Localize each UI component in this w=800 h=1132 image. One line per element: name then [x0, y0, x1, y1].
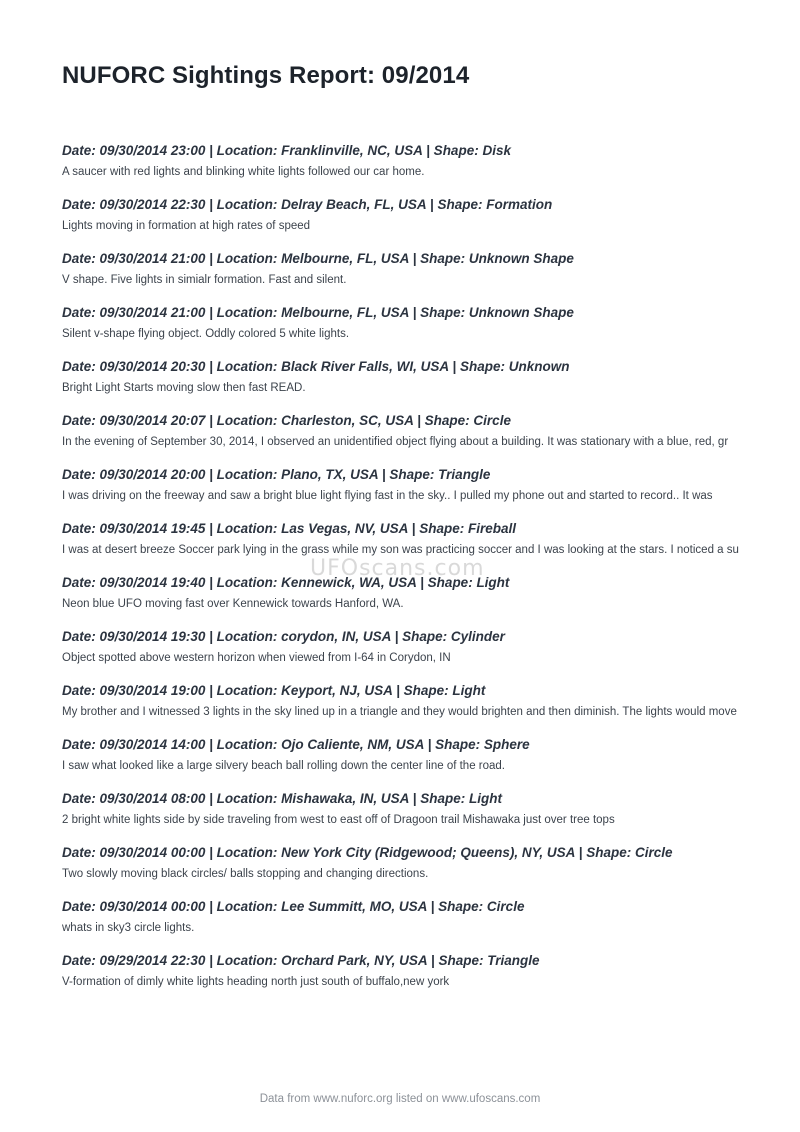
sighting-header: Date: 09/29/2014 22:30 | Location: Orchard Park, NY, USA | Shape: Triangle [62, 953, 540, 968]
sighting-entry [62, 143, 742, 180]
sighting-entry [62, 737, 742, 774]
sighting-entry [62, 521, 742, 558]
sighting-description: In the evening of September 30, 2014, I observed an unidentified object flying about a building. It was stationary with a blue, red, gr [62, 436, 729, 448]
sighting-description: I saw what looked like a large silvery beach ball rolling down the center line of the road. [62, 760, 505, 772]
sighting-description: V shape. Five lights in simialr formation. Fast and silent. [62, 274, 347, 286]
sighting-description: A saucer with red lights and blinking white lights followed our car home. [62, 166, 425, 178]
sighting-header: Date: 09/30/2014 21:00 | Location: Melbourne, FL, USA | Shape: Unknown Shape [62, 305, 574, 320]
sighting-entry [62, 359, 742, 396]
sighting-header: Date: 09/30/2014 08:00 | Location: Mishawaka, IN, USA | Shape: Light [62, 791, 502, 806]
sighting-entry [62, 575, 742, 612]
sighting-description: Object spotted above western horizon when viewed from I-64 in Corydon, IN [62, 652, 451, 664]
sighting-description: Lights moving in formation at high rates of speed [62, 220, 311, 232]
sighting-entry [62, 899, 742, 936]
sighting-entry [62, 467, 742, 504]
sighting-description: My brother and I witnessed 3 lights in the sky lined up in a triangle and they would brighten and then diminish. The lights would move [62, 706, 737, 718]
sighting-header: Date: 09/30/2014 20:07 | Location: Charleston, SC, USA | Shape: Circle [62, 413, 511, 428]
sighting-entry [62, 197, 742, 234]
sighting-header: Date: 09/30/2014 19:00 | Location: Keyport, NJ, USA | Shape: Light [62, 683, 486, 698]
sighting-header: Date: 09/30/2014 21:00 | Location: Melbourne, FL, USA | Shape: Unknown Shape [62, 251, 574, 266]
sighting-description: 2 bright white lights side by side traveling from west to east off of Dragoon trail Mishawaka just over tree tops [62, 814, 615, 826]
sighting-header: Date: 09/30/2014 23:00 | Location: Franklinville, NC, USA | Shape: Disk [62, 143, 511, 158]
sighting-description: Two slowly moving black circles/ balls stopping and changing directions. [62, 868, 429, 880]
sighting-description: I was driving on the freeway and saw a bright blue light flying fast in the sky.. I pulled my phone out and started to record.. It was [62, 490, 713, 502]
page-footer: Data from www.nuforc.org listed on www.ufoscans.com [259, 1093, 541, 1105]
sighting-header: Date: 09/30/2014 19:45 | Location: Las Vegas, NV, USA | Shape: Fireball [62, 521, 516, 536]
sighting-description: whats in sky3 circle lights. [62, 922, 195, 934]
sighting-entry [62, 683, 742, 720]
sighting-description: Bright Light Starts moving slow then fast READ. [62, 382, 306, 394]
sighting-description: Neon blue UFO moving fast over Kennewick towards Hanford, WA. [62, 598, 404, 610]
sighting-description: I was at desert breeze Soccer park lying in the grass while my son was practicing soccer and I was looking at the stars. I noticed a su [62, 544, 739, 556]
sighting-header: Date: 09/30/2014 22:30 | Location: Delray Beach, FL, USA | Shape: Formation [62, 197, 553, 212]
sighting-header: Date: 09/30/2014 19:30 | Location: corydon, IN, USA | Shape: Cylinder [62, 629, 505, 644]
sighting-header: Date: 09/30/2014 00:00 | Location: New York City (Ridgewood; Queens), NY, USA | Shape: Circle [62, 845, 673, 860]
sighting-entry [62, 629, 742, 666]
sighting-header: Date: 09/30/2014 20:30 | Location: Black River Falls, WI, USA | Shape: Unknown [62, 359, 570, 374]
sighting-entry [62, 845, 742, 882]
sighting-entry [62, 413, 742, 450]
sighting-entry [62, 791, 742, 828]
sighting-entry [62, 953, 742, 990]
sightings-list [62, 143, 742, 1007]
sighting-header: Date: 09/30/2014 14:00 | Location: Ojo Caliente, NM, USA | Shape: Sphere [62, 737, 530, 752]
sighting-description: V-formation of dimly white lights heading north just south of buffalo,new york [62, 976, 450, 988]
page-title: NUFORC Sightings Report: 09/2014 [62, 62, 470, 89]
sighting-description: Silent v-shape flying object. Oddly colored 5 white lights. [62, 328, 350, 340]
sighting-header: Date: 09/30/2014 20:00 | Location: Plano, TX, USA | Shape: Triangle [62, 467, 491, 482]
ufoscans-watermark: UFOscans.com [310, 556, 485, 581]
sighting-header: Date: 09/30/2014 00:00 | Location: Lee Summitt, MO, USA | Shape: Circle [62, 899, 525, 914]
sighting-entry [62, 305, 742, 342]
sighting-header: Date: 09/30/2014 19:40 | Location: Kennewick, WA, USA | Shape: Light [62, 575, 510, 590]
sighting-entry [62, 251, 742, 288]
